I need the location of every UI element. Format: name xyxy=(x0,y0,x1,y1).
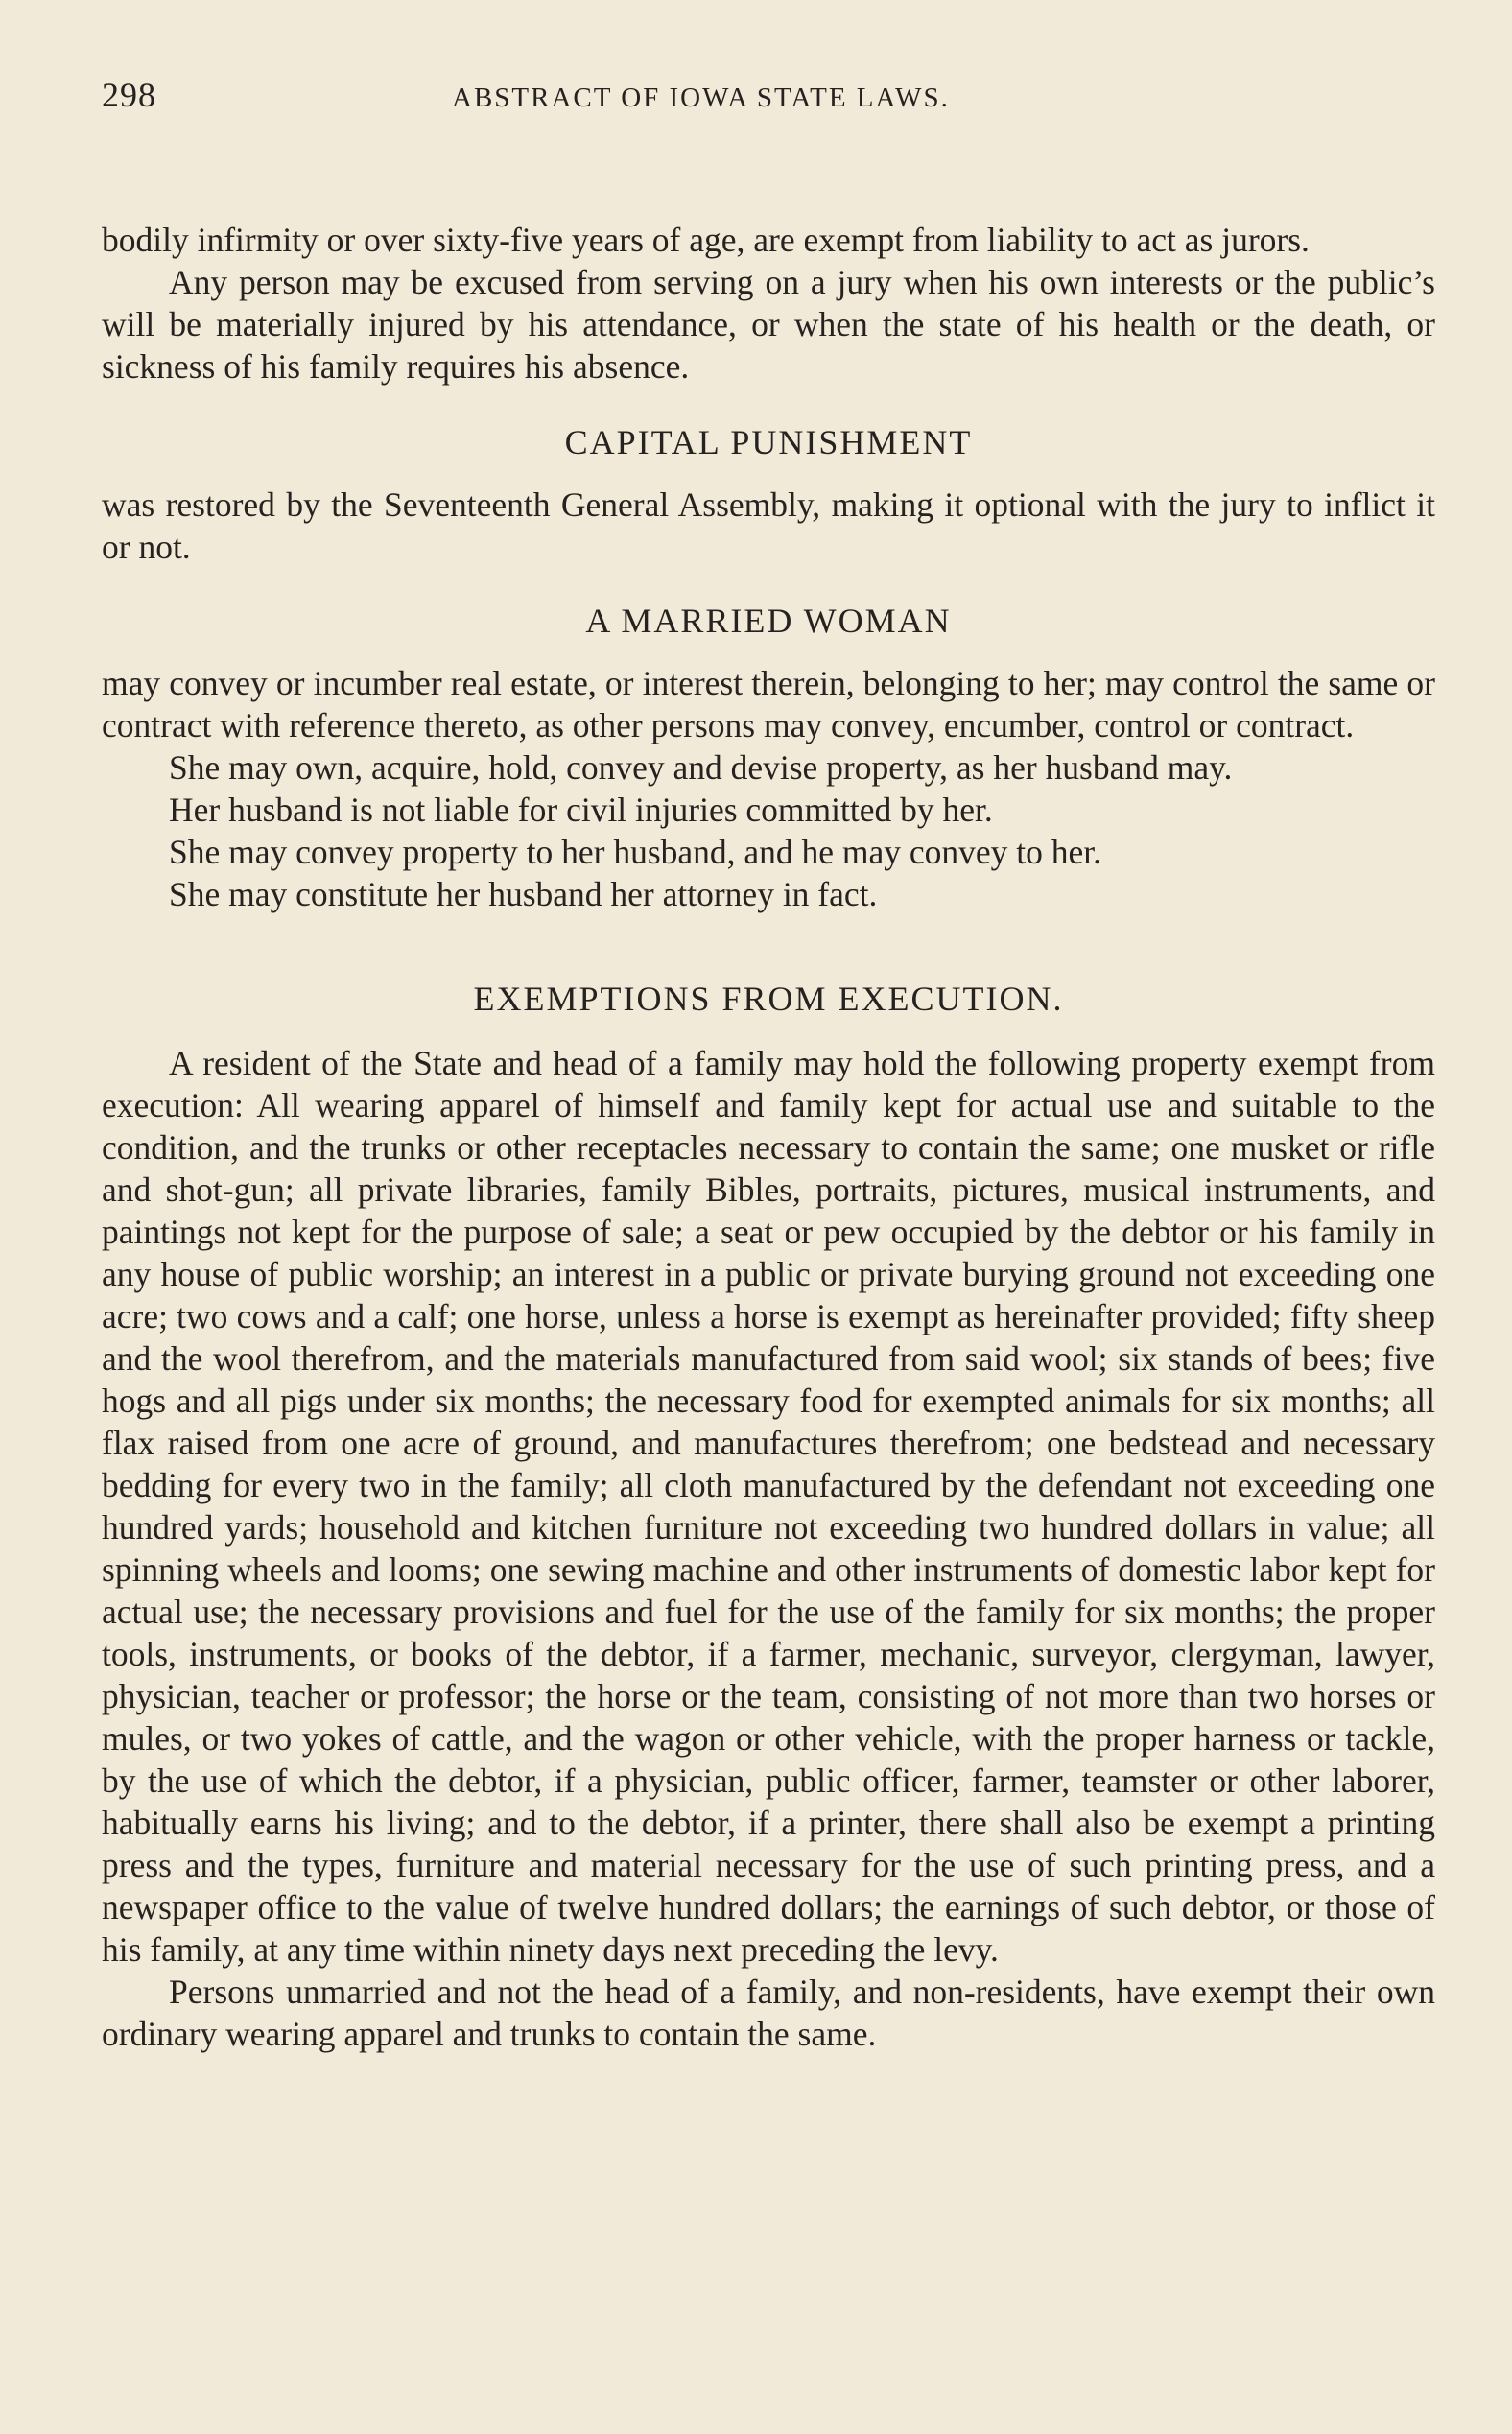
running-head xyxy=(102,75,1435,132)
jurors-paragraph-2: Any person may be excused from serving on a jury when his own interests or the public’s will be materially injured by his attendance, or when the state of his health or the death, or sickness of his family requires his absence. xyxy=(102,263,1435,386)
section-heading-exemptions: EXEMPTIONS FROM EXECUTION. xyxy=(473,980,1064,1018)
married-woman-paragraph-3: Her husband is not liable for civil injuries committed by her. xyxy=(169,791,993,829)
married-woman-paragraph-5: She may constitute her husband her attorney in fact. xyxy=(169,875,878,913)
married-woman-paragraph-1: may convey or incumber real estate, or interest therein, belonging to her; may control the same or contract with reference thereto, as other persons may convey, encumber, control or contract. xyxy=(102,664,1435,744)
exemptions-paragraph-2: Persons unmarried and not the head of a family, and non-residents, have exempt their own ordinary wearing apparel and trunks to contain the same. xyxy=(102,1973,1435,2053)
jurors-paragraph-1: bodily infirmity or over sixty-five years of age, are exempt from liability to act as jurors. xyxy=(102,221,1310,259)
page-number: 298 xyxy=(102,76,156,114)
exemptions-paragraph-1: A resident of the State and head of a family may hold the following property exempt from execution: All wearing apparel of himself and family kept for actual use and suitable to the condition, and the trunks or other receptacles necessary to contain the same; one musket or rifle and shot-gun; all private libraries, family Bibles, portraits, pictures, musical instruments, and paintings not kept for the purpose of sale; a seat or pew occupied by the debtor or his family in any house of public worship; an interest in a public or private burying ground not exceeding one acre; two cows and a calf; one horse, unless a horse is exempt as hereinafter provided; fifty sheep and the wool therefrom, and the materials manufactured from said wool; six stands of bees; five hogs and all pigs under six months; the necessary food for exempted animals for six months; all flax raised from one acre of ground, and manufactures therefrom; one bedstead and necessary bedding for every two in the family; all cloth manufactured by the defendant not exceeding one hundred yards; household and kitchen furniture not exceeding two hundred dollars in value; all spinning wheels and looms; one sewing machine and other instruments of domestic labor kept for actual use; the necessary provisions and fuel for the use of the family for six months; the proper tools, instruments, or books of the debtor, if a farmer, mechanic, surveyor, clergyman, lawyer, physician, teacher or professor; the horse or the team, consisting of not more than two horses or mules, or two yokes of cattle, and the wagon or other vehicle, with the proper harness or tackle, by the use of which the debtor, if a physician, public officer, farmer, teamster or other laborer, habitually earns his living; and to the debtor, if a printer, there shall also be exempt a printing press and the types, furniture and material necessary for the use of such printing press, and a newspaper office to the value of twelve hundred dollars; the earnings of such debtor, or those of his family, at any time within ninety days next preceding the levy. xyxy=(102,1044,1435,1969)
page-body xyxy=(102,219,1435,2055)
section-heading-capital-punishment: CAPITAL PUNISHMENT xyxy=(564,423,973,461)
running-title: ABSTRACT OF IOWA STATE LAWS. xyxy=(452,83,950,113)
married-woman-paragraph-2: She may own, acquire, hold, convey and devise property, as her husband may. xyxy=(169,748,1233,787)
married-woman-paragraph-4: She may convey property to her husband, and he may convey to her. xyxy=(169,833,1102,871)
capital-punishment-paragraph: was restored by the Seventeenth General Assembly, making it optional with the jury to inflict it or not. xyxy=(102,485,1435,566)
section-heading-married-woman: A MARRIED WOMAN xyxy=(585,602,952,640)
